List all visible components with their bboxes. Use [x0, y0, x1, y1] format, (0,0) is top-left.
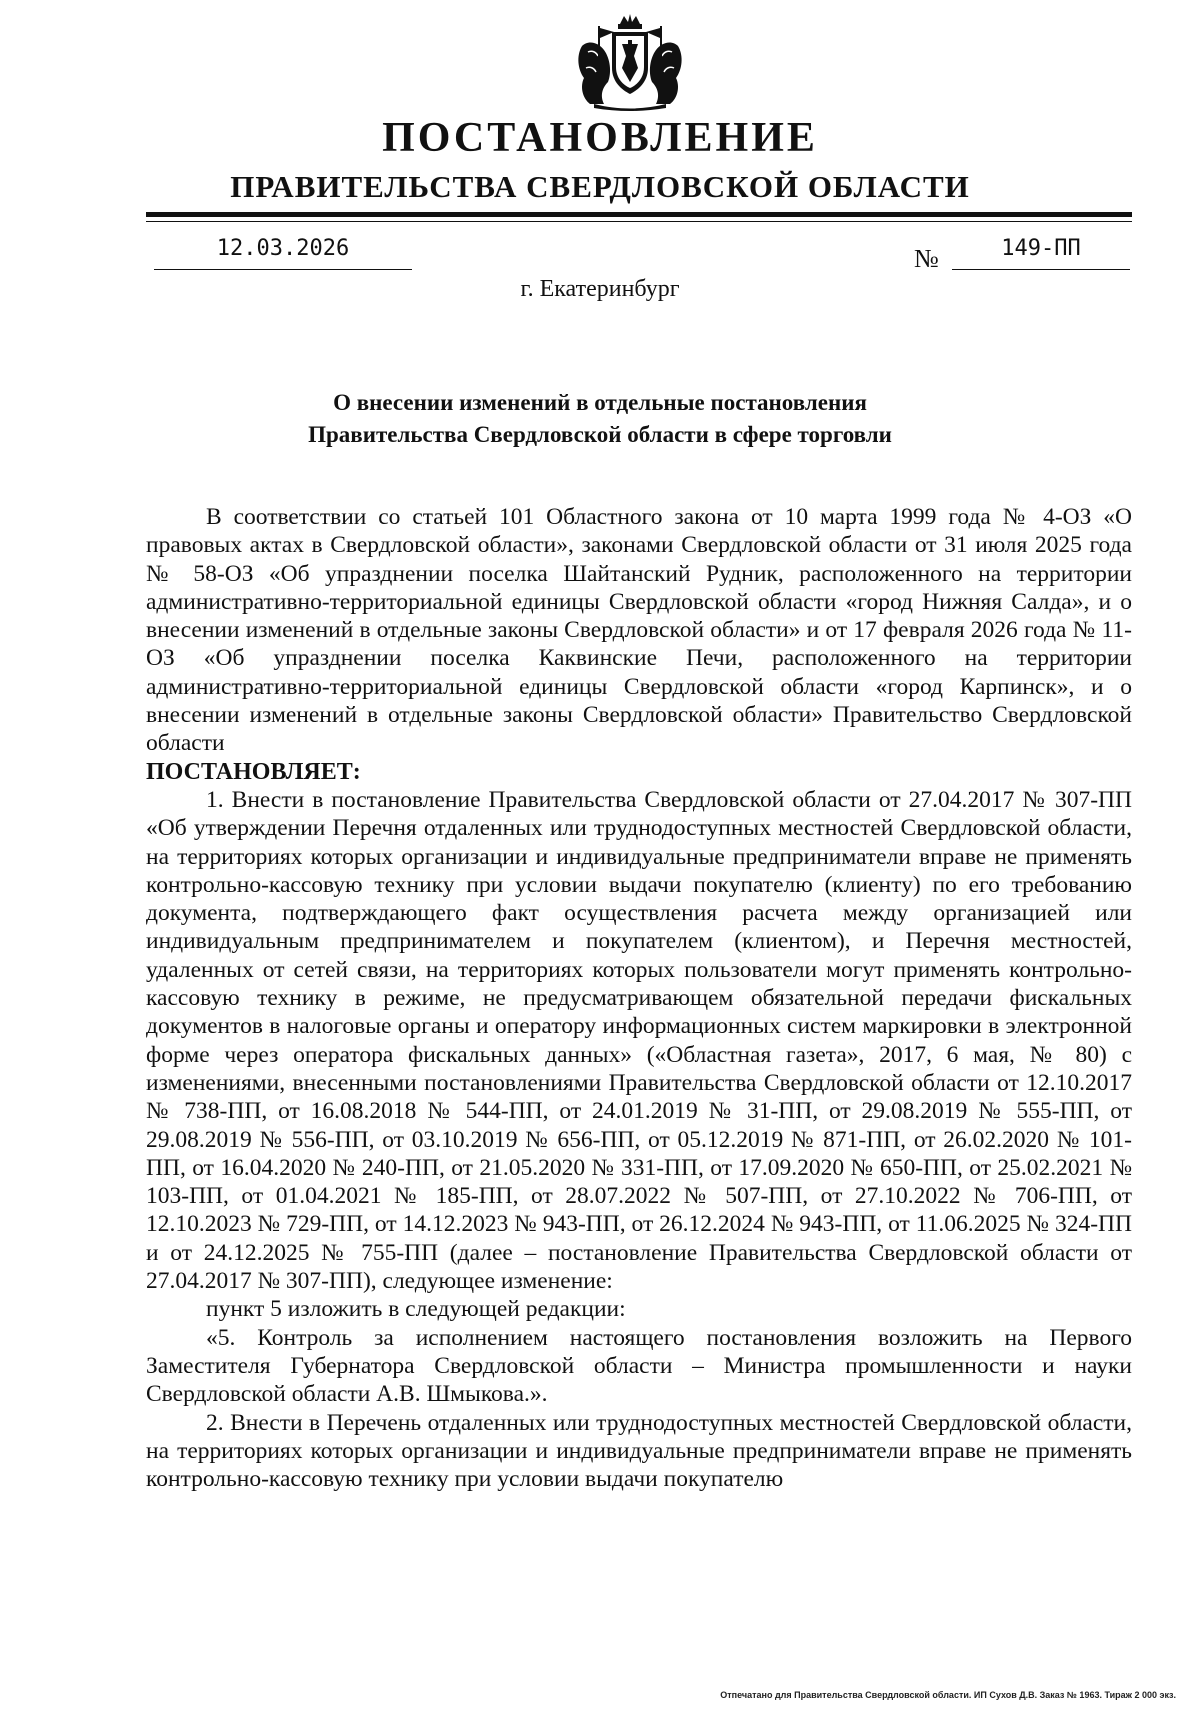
- document-number: 149-ПП: [952, 236, 1130, 270]
- number-sign-label: №: [914, 244, 939, 273]
- header-rule-thick: [146, 212, 1132, 217]
- item-1-quote-paragraph: «5. Контроль за исполнением настоящего постановления возложить на Первого Заместителя Губернатора Свердловской области – Министра промышленности и науки Свердловской области А.В. Шмыкова.».: [146, 1324, 1132, 1408]
- subject-line-2: Правительства Свердловской области в сфере торговли: [308, 422, 892, 447]
- document-subject: [0, 387, 1200, 451]
- document-date: 12.03.2026: [154, 236, 412, 270]
- document-body: [146, 503, 1132, 1493]
- document-type-title: ПОСТАНОВЛЕНИЕ: [382, 115, 818, 161]
- decree-keyword: ПОСТАНОВЛЯЕТ:: [146, 758, 361, 785]
- preamble-paragraph: В соответствии со статьей 101 Областного закона от 10 марта 1999 года № 4-ОЗ «О правовых актах в Свердловской области», законами Свердловской области от 31 июля 2025 года № 58-ОЗ «Об упразднении поселка Шайтанский Рудник, расположенного на территории административно-территориальной единицы Свердловской области «город Нижняя Салда», и о внесении изменений в отдельные законы Свердловской области» и от 17 февраля 2026 года № 11-ОЗ «Об упразднении поселка Каквинские Печи, расположенного на территории административно-территориальной единицы Свердловской области «город Карпинск», и о внесении изменений в отдельные законы Свердловской области» Правительство Свердловской области: [146, 504, 1132, 757]
- header-rule-thin: [146, 221, 1132, 222]
- city-line: г. Екатеринбург: [520, 276, 680, 302]
- subject-line-1: О внесении изменений в отдельные постановления: [333, 390, 867, 415]
- item-1-sub-paragraph: пункт 5 изложить в следующей редакции:: [206, 1296, 626, 1323]
- print-imprint: Отпечатано для Правительства Свердловской области. ИП Сухов Д.В. Заказ № 1963. Тираж 2 000 экз.: [720, 1690, 1176, 1700]
- item-1-paragraph: 1. Внести в постановление Правительства Свердловской области от 27.04.2017 № 307-ПП «Об утверждении Перечня отдаленных или труднодоступных местностей Свердловской области, на территориях которых организации и индивидуальные предприниматели вправе не применять контрольно-кассовую технику при условии выдачи покупателю (клиенту) по его требованию документа, подтверждающего факт осуществления расчета между организацией или индивидуальным предпринимателем и покупателем (клиентом), и Перечня местностей, удаленных от сетей связи, на территориях которых пользователи могут применять контрольно-кассовую технику в режиме, не предусматривающем обязательной передачи фискальных документов в налоговые органы и оператору информационных систем маркировки в электронной форме через оператора фискальных данных» («Областная газета», 2017, 6 мая, № 80) с изменениями, внесенными постановлениями Правительства Свердловской области от 12.10.2017 № 738-ПП, от 16.08.2018 № 544-ПП, от 24.01.2019 № 31-ПП, от 29.08.2019 № 555-ПП, от 29.08.2019 № 556-ПП, от 03.10.2019 № 656-ПП, от 05.12.2019 № 871-ПП, от 26.02.2020 № 101-ПП, от 16.04.2020 № 240-ПП, от 21.05.2020 № 331-ПП, от 17.09.2020 № 650-ПП, от 25.02.2021 № 103-ПП, от 01.04.2021 № 185-ПП, от 28.07.2022 № 507-ПП, от 27.10.2022 № 706-ПП, от 12.10.2023 № 729-ПП, от 14.12.2023 № 943-ПП, от 26.12.2024 № 943-ПП, от 11.06.2025 № 324-ПП и от 24.12.2025 № 755-ПП (далее – постановление Правительства Свердловской области от 27.04.2017 № 307-ПП), следующее изменение:: [146, 786, 1132, 1295]
- issuing-authority: ПРАВИТЕЛЬСТВА СВЕРДЛОВСКОЙ ОБЛАСТИ: [230, 169, 970, 204]
- item-2-paragraph: 2. Внести в Перечень отдаленных или труднодоступных местностей Свердловской области, на территориях которых организации и индивидуальные предприниматели вправе не применять контрольно-кассовую технику при условии выдачи покупателю: [146, 1409, 1132, 1493]
- coat-of-arms-emblem: [568, 12, 692, 112]
